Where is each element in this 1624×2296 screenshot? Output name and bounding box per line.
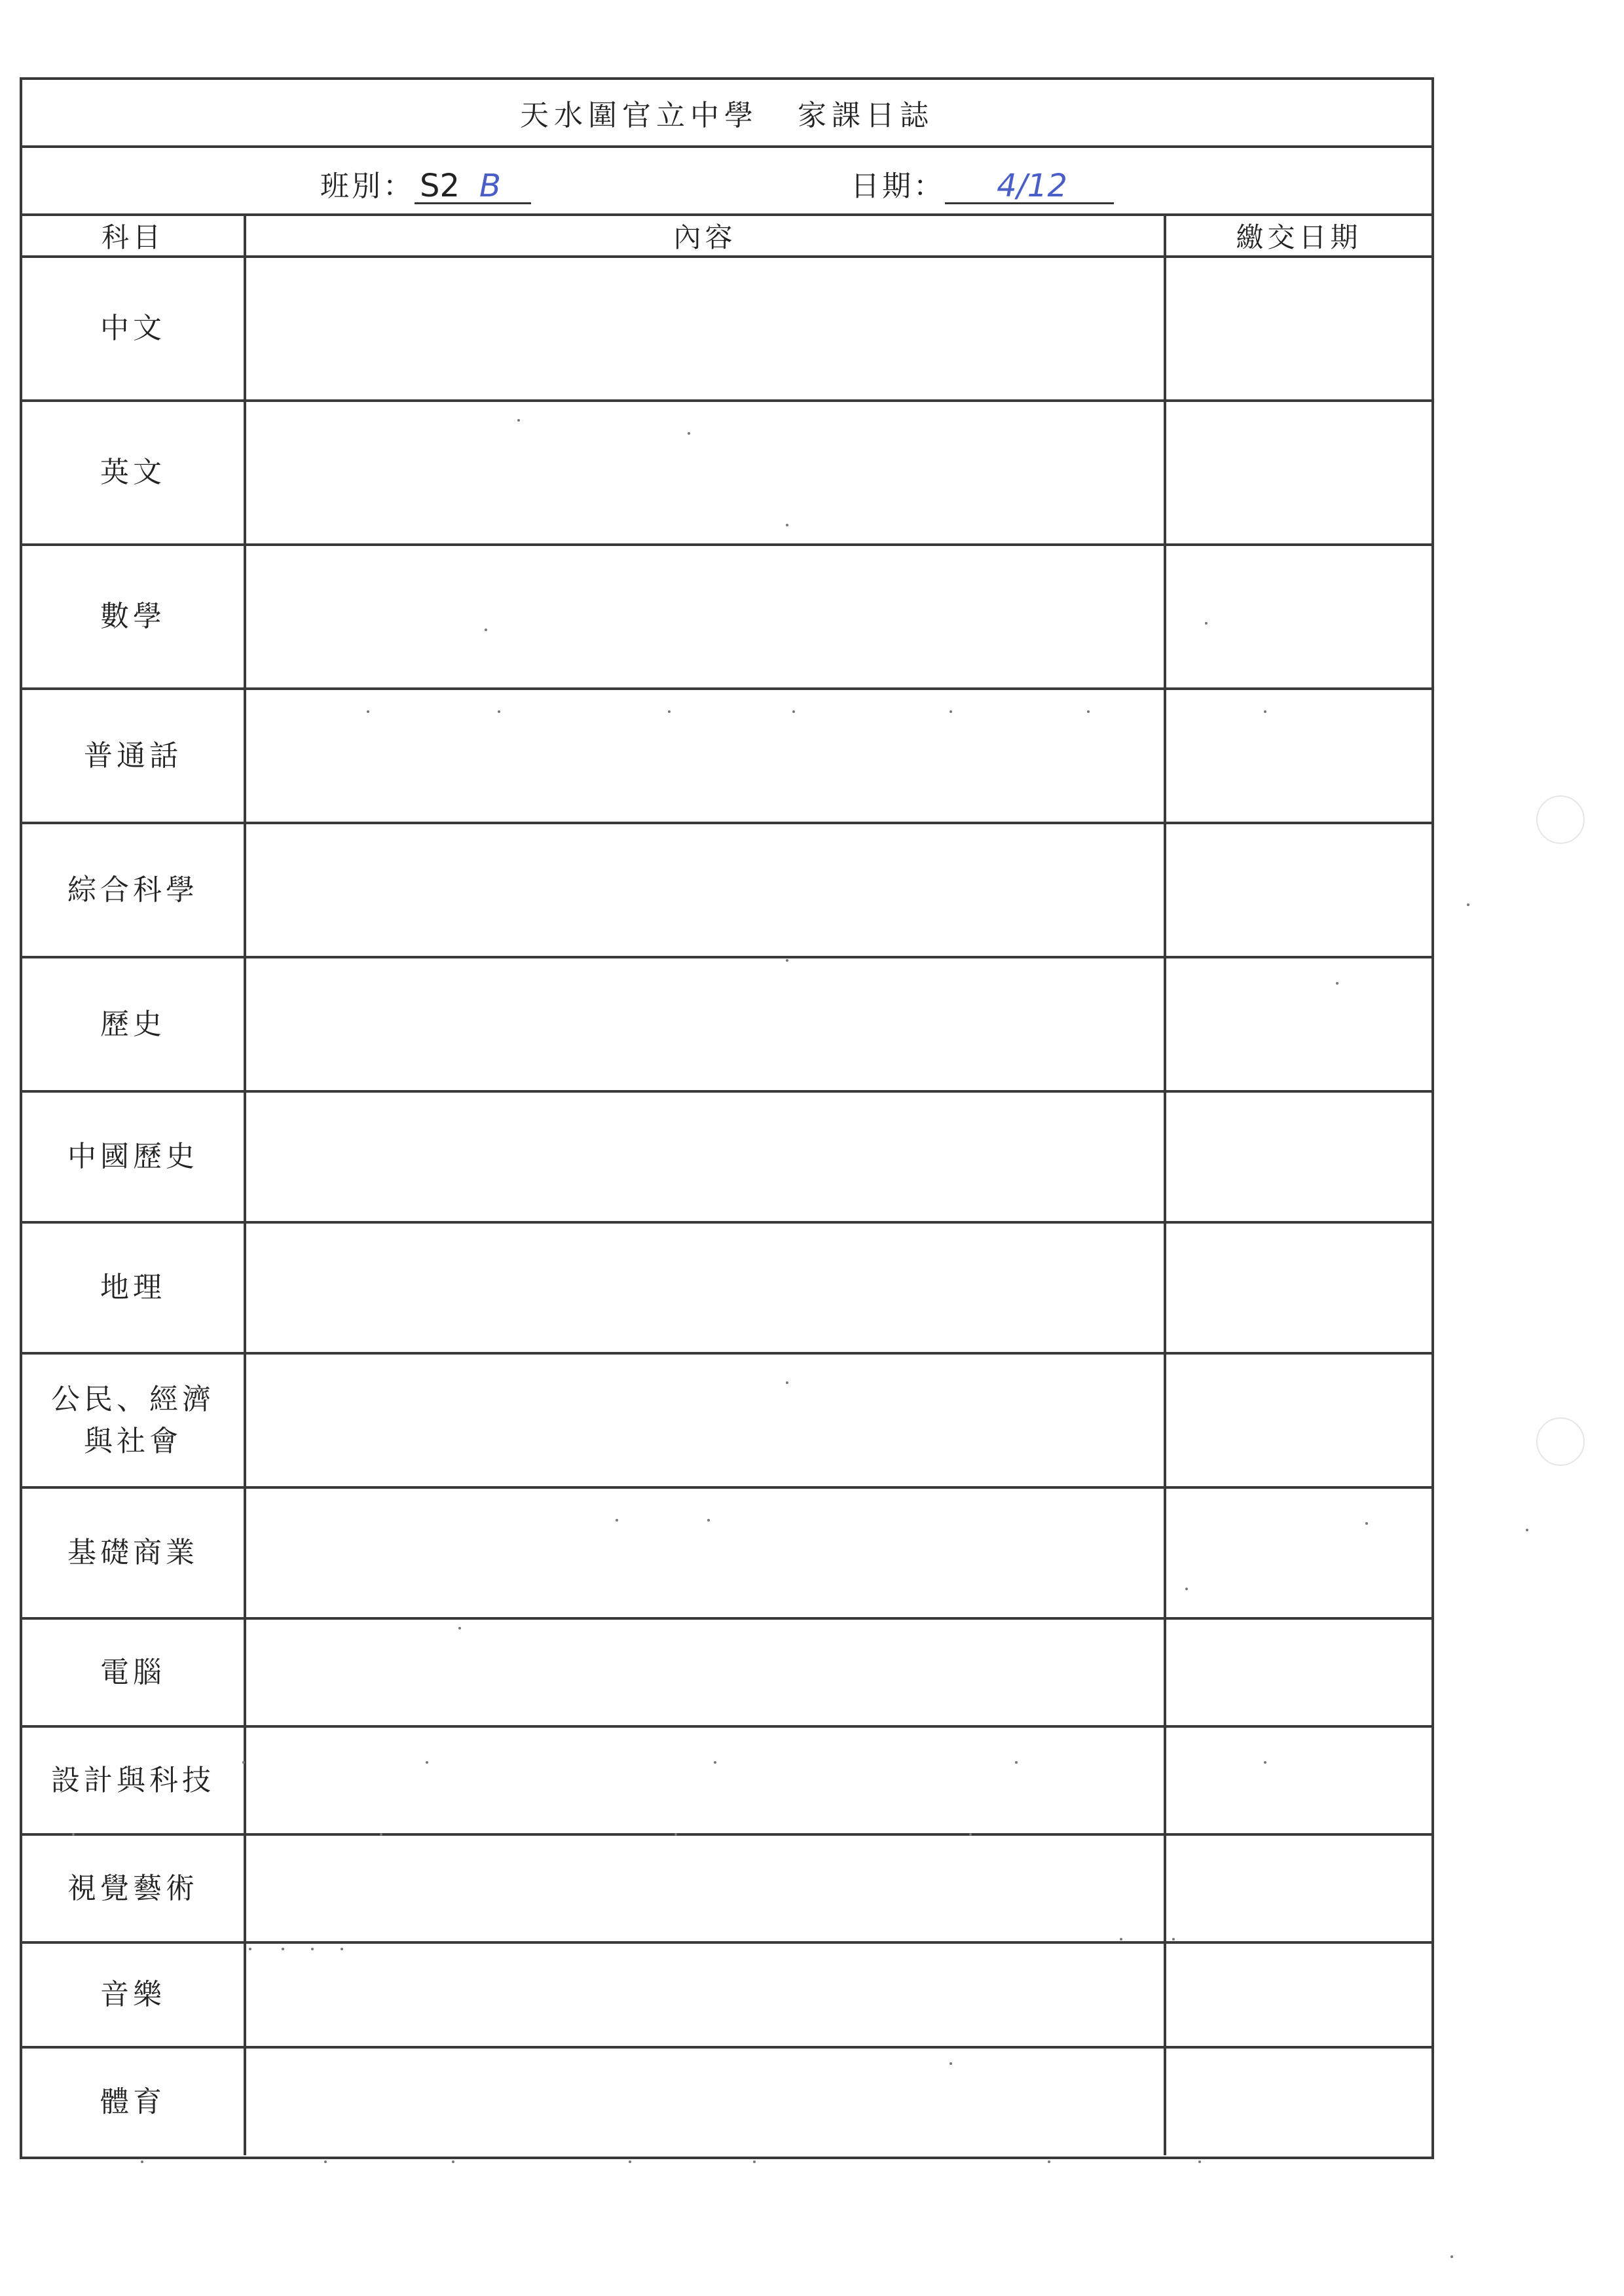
scan-speck (753, 2160, 756, 2163)
table-row (22, 1834, 1431, 1942)
subject-name-line: 數學 (100, 600, 166, 633)
class-value-field[interactable] (415, 170, 531, 204)
due-date-cell[interactable] (1165, 823, 1431, 957)
subject-name-line: 中文 (100, 312, 166, 345)
scan-speck (786, 959, 788, 962)
table-row (22, 1942, 1431, 2047)
subject-name (22, 1222, 245, 1353)
subject-name (22, 689, 245, 823)
scan-speck (786, 524, 788, 526)
class-prefix: S2 (420, 168, 460, 204)
due-date-cell[interactable] (1165, 1834, 1431, 1942)
due-date-cell[interactable] (1165, 1353, 1431, 1487)
punch-hole-mark (1536, 795, 1585, 844)
subject-name (22, 957, 245, 1091)
content-cell[interactable] (245, 1091, 1165, 1222)
subject-name (22, 1726, 245, 1834)
subject-name (22, 545, 245, 689)
table-row (22, 1618, 1431, 1726)
content-cell[interactable] (245, 401, 1165, 545)
table-row (22, 689, 1431, 823)
scan-speck (674, 1833, 677, 1836)
scan-speck (380, 1833, 382, 1836)
content-cell[interactable] (245, 545, 1165, 689)
homework-diary-form (20, 77, 1434, 2159)
subject-column-header: 科目 (22, 216, 245, 257)
table-header-row (22, 216, 1431, 257)
content-column-header: 內容 (245, 216, 1165, 257)
subject-name-line: 中國歷史 (67, 1140, 198, 1173)
form-meta-row (22, 148, 1431, 216)
scan-speck (282, 1948, 284, 1950)
subject-name-line: 普通話 (84, 738, 182, 773)
subject-name-line: 設計與科技 (51, 1763, 215, 1797)
content-cell[interactable] (245, 1353, 1165, 1487)
subject-name-line: 地理 (100, 1271, 166, 1304)
due-date-cell[interactable] (1165, 1487, 1431, 1618)
due-date-cell[interactable] (1165, 257, 1431, 401)
scan-speck (72, 1833, 75, 1836)
date-handwritten-value[interactable]: 4/12 (945, 170, 1114, 204)
scan-speck (498, 710, 500, 713)
content-cell[interactable] (245, 1726, 1165, 1834)
subject-name-line: 歷史 (100, 1007, 166, 1041)
subject-name (22, 1353, 245, 1487)
scan-speck (426, 1761, 428, 1764)
form-name: 家課日誌 (798, 99, 934, 132)
subject-name-line: 音樂 (100, 1978, 166, 2011)
due-date-cell[interactable] (1165, 1726, 1431, 1834)
due-date-cell[interactable] (1165, 401, 1431, 545)
class-field[interactable] (320, 162, 531, 204)
scan-speck (792, 710, 795, 713)
scan-speck (786, 1381, 788, 1384)
subject-name (22, 2047, 245, 2155)
scan-speck (517, 419, 520, 422)
scan-speck (367, 710, 369, 713)
scan-speck (629, 2160, 631, 2163)
subject-name-line: 基礎商業 (67, 1536, 198, 1569)
scan-speck (1172, 1938, 1175, 1941)
subject-name (22, 1942, 245, 2047)
subject-name-line: 體育 (100, 2085, 166, 2119)
form-title (22, 80, 1431, 148)
scan-speck (458, 1627, 461, 1630)
table-row (22, 257, 1431, 401)
scan-speck (1120, 1938, 1122, 1941)
table-row (22, 545, 1431, 689)
scan-speck (1087, 710, 1090, 713)
table-row (22, 957, 1431, 1091)
scan-speck (950, 710, 952, 713)
date-label: 日期： (851, 170, 945, 203)
subject-name-line: 英文 (100, 456, 166, 489)
scan-speck (1198, 2160, 1201, 2163)
scan-speck (324, 2160, 327, 2163)
content-cell[interactable] (245, 1618, 1165, 1726)
subject-name-line: 綜合科學 (67, 873, 198, 907)
homework-table (22, 216, 1431, 2155)
scan-speck (707, 1519, 710, 1522)
scan-speck (1048, 2160, 1050, 2163)
content-cell[interactable] (245, 689, 1165, 823)
scan-speck (969, 1833, 972, 1836)
table-row (22, 1091, 1431, 1222)
scan-speck (1526, 1529, 1528, 1531)
content-cell[interactable] (245, 1834, 1165, 1942)
table-row (22, 401, 1431, 545)
class-label: 班別： (320, 170, 415, 203)
subject-name-line: 電腦 (100, 1655, 166, 1689)
subject-name-line: 與社會 (84, 1424, 182, 1458)
content-cell[interactable] (245, 1222, 1165, 1353)
scan-speck (668, 710, 671, 713)
due-date-cell[interactable] (1165, 1618, 1431, 1726)
homework-rows (22, 257, 1431, 2155)
scan-speck (1336, 982, 1338, 985)
content-cell[interactable] (245, 823, 1165, 957)
school-name: 天水圍官立中學 (520, 99, 758, 132)
table-row (22, 1222, 1431, 1353)
table-row (22, 823, 1431, 957)
punch-hole-mark (1536, 1417, 1585, 1466)
due-date-cell[interactable] (1165, 957, 1431, 1091)
scan-speck (242, 1761, 245, 1764)
due-date-cell[interactable] (1165, 545, 1431, 689)
date-field[interactable] (851, 162, 1114, 204)
scan-speck (950, 2062, 952, 2065)
scan-speck (616, 1519, 618, 1522)
due-date-cell[interactable] (1165, 689, 1431, 823)
scan-speck (249, 1948, 251, 1950)
scan-speck (688, 432, 690, 435)
scan-speck (311, 1948, 314, 1950)
table-row (22, 2047, 1431, 2155)
due-date-cell[interactable] (1165, 1942, 1431, 2047)
subject-name (22, 1618, 245, 1726)
scan-speck (1015, 1761, 1018, 1764)
table-row (22, 1353, 1431, 1487)
scan-speck (485, 629, 487, 631)
content-cell[interactable] (245, 257, 1165, 401)
scan-speck (1264, 1761, 1266, 1764)
scan-speck (1264, 710, 1266, 713)
scan-speck (1185, 1588, 1188, 1590)
subject-name (22, 1487, 245, 1618)
due-date-cell[interactable] (1165, 2047, 1431, 2155)
subject-name-line: 公民、經濟 (51, 1382, 215, 1416)
scan-speck (1450, 2255, 1453, 2258)
scan-speck (1205, 622, 1208, 625)
subject-name-line: 視覺藝術 (67, 1871, 198, 1905)
table-row (22, 1726, 1431, 1834)
subject-name (22, 823, 245, 957)
due-date-cell[interactable] (1165, 1222, 1431, 1353)
table-row (22, 1487, 1431, 1618)
scan-speck (341, 1948, 343, 1950)
class-handwritten-value: B (479, 168, 501, 204)
subject-name (22, 401, 245, 545)
content-cell[interactable] (245, 2047, 1165, 2155)
scan-speck (714, 1761, 716, 1764)
due-date-cell[interactable] (1165, 1091, 1431, 1222)
content-cell[interactable] (245, 1487, 1165, 1618)
content-cell[interactable] (245, 1942, 1165, 2047)
content-cell[interactable] (245, 957, 1165, 1091)
scan-speck (141, 2160, 143, 2163)
subject-name (22, 257, 245, 401)
scan-speck (452, 2160, 454, 2163)
subject-name (22, 1834, 245, 1942)
scan-speck (1467, 903, 1469, 906)
due-date-column-header: 繳交日期 (1165, 216, 1431, 257)
subject-name (22, 1091, 245, 1222)
scan-speck (1365, 1522, 1368, 1525)
